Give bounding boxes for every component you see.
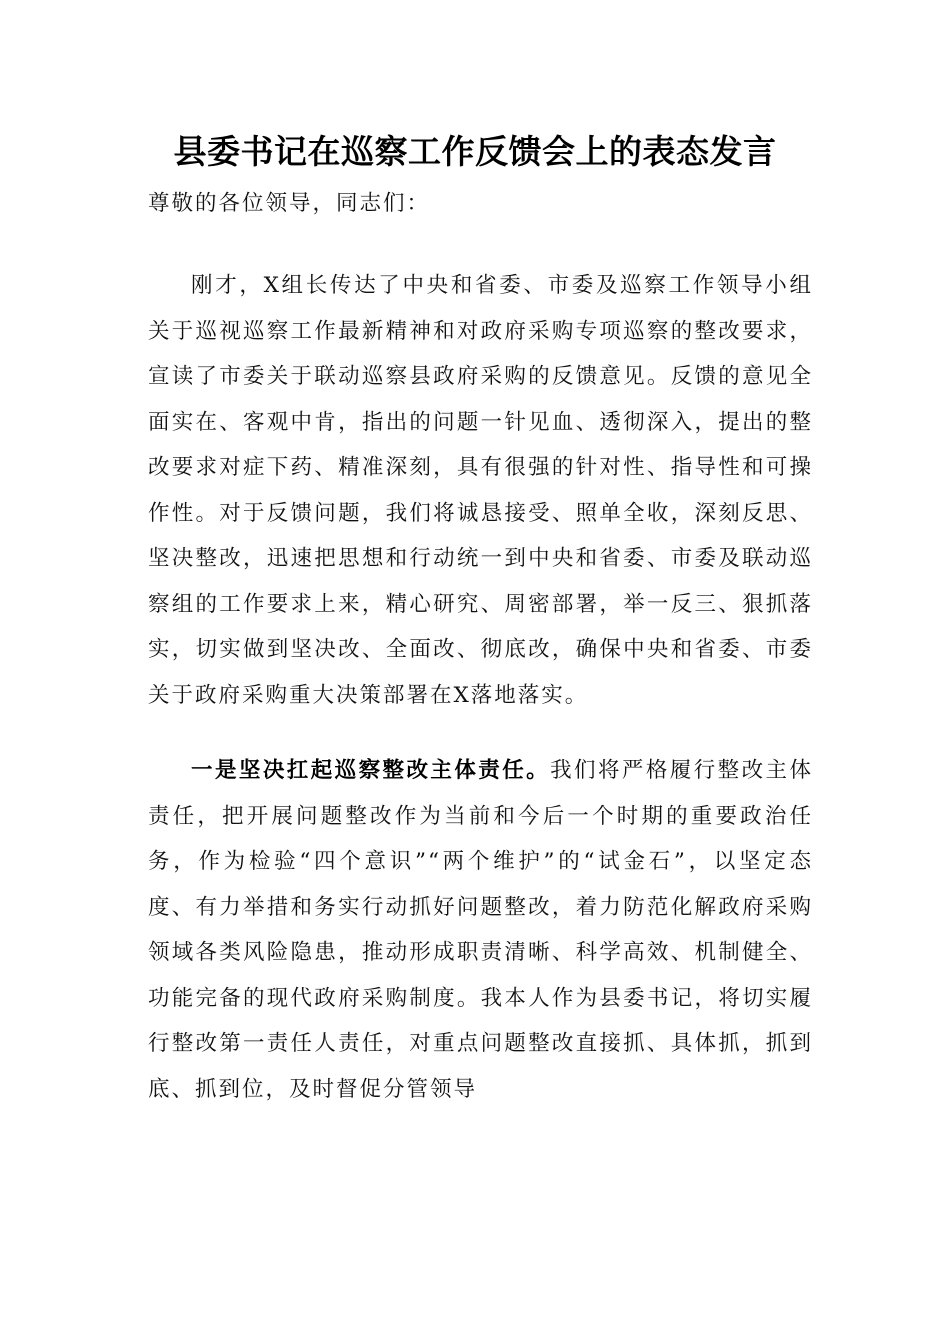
document-title: 县委书记在巡察工作反馈会上的表态发言 — [173, 132, 777, 171]
paragraph-text: 我们将严格履行整改主体责任，把开展问题整改作为当前和今后一个时期的重要政治任务，作为检验“四个意识”“两个维护”的“试金石”，以坚定态度、有力举措和务实行动抓好问题整改，着力防范化解政府采购领域各类风险隐患，推动形成职责清晰、科学高效、机制健全、功能完备的现代政府采购制度。我本人作为县委书记，将切实履行整改第一责任人责任，对重点问题整改直接抓、具体抓，抓到底、抓到位，及时督促分管领导 — [148, 758, 813, 1102]
paragraph-point-one — [148, 748, 813, 1112]
salutation: 尊敬的各位领导，同志们： — [148, 191, 431, 216]
paragraph-opening — [148, 263, 813, 718]
paragraph-text: 刚才，X组长传达了中央和省委、市委及巡察工作领导小组关于巡视巡察工作最新精神和对政府采购专项巡察的整改要求，宣读了市委关于联动巡察县政府采购的反馈意见。反馈的意见全面实在、客观中肯，指出的问题一针见血、透彻深入，提出的整改要求对症下药、精准深刻，具有很强的针对性、指导性和可操作性。对于反馈问题，我们将诚恳接受、照单全收，深刻反思、坚决整改，迅速把思想和行动统一到中央和省委、市委及联动巡察组的工作要求上来，精心研究、周密部署，举一反三、狠抓落实，切实做到坚决改、全面改、彻底改，确保中央和省委、市委关于政府采购重大决策部署在X落地落实。 — [148, 273, 813, 708]
paragraph-lead: 一是坚决扛起巡察整改主体责任。 — [191, 758, 551, 783]
